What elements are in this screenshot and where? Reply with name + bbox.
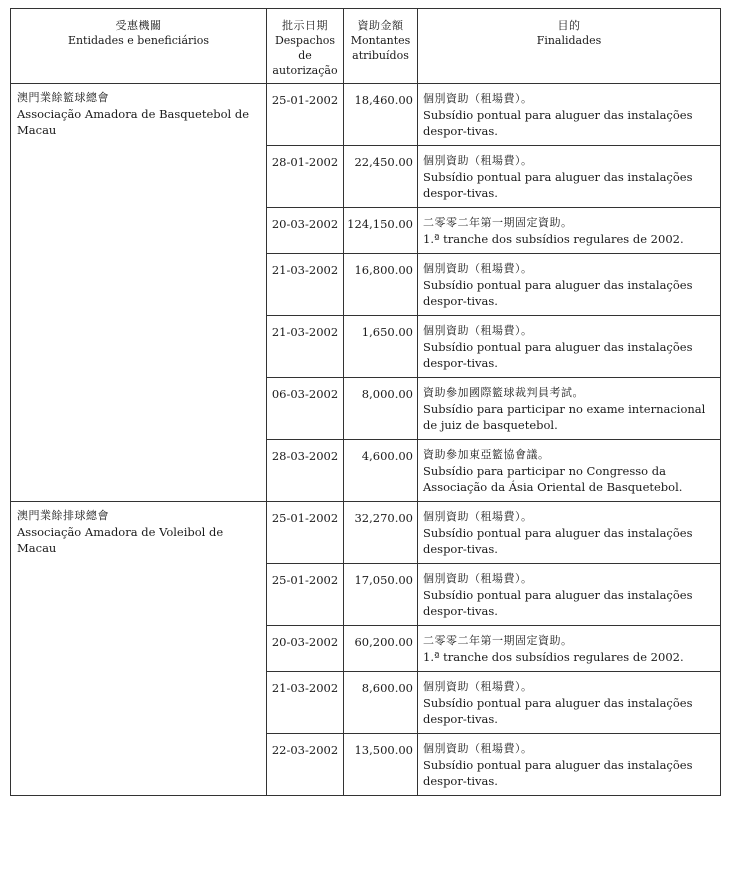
purpose-pt: Subsídio pontual para aluguer das instalações despor-tivas. [423,696,693,726]
purpose-zh: 資助參加東亞籃協會議。 [423,448,550,461]
purpose-pt: Subsídio para participar no exame internacional de juiz de basquetebol. [423,402,706,432]
purpose-cell [418,734,721,796]
purpose-pt: Subsídio pontual para aluguer das instalações despor-tivas. [423,340,693,370]
entity-name-zh: 澳門業餘籃球總會 [17,91,109,104]
entity-cell [11,502,267,796]
dates-header-pt1: Despachos de [274,34,336,62]
amount-value: 17,050.00 [344,564,418,626]
amounts-header-zh: 資助金額 [357,19,404,32]
amount-value: 13,500.00 [344,734,418,796]
purpose-cell [418,316,721,378]
authorization-date: 06-03-2002 [267,378,344,440]
amount-value: 124,150.00 [344,208,418,254]
purpose-pt: 1.ª tranche dos subsídios regulares de 2002. [423,650,684,664]
authorization-date: 22-03-2002 [267,734,344,796]
purpose-cell [418,254,721,316]
table-row [11,84,721,146]
purpose-pt: Subsídio pontual para aluguer das instalações despor-tivas. [423,108,693,138]
authorization-date: 25-01-2002 [267,564,344,626]
subsidy-document [10,8,720,796]
dates-header [267,9,344,84]
table-body [11,84,721,796]
purpose-header [418,9,721,84]
purpose-header-zh: 目的 [557,19,581,32]
purpose-pt: Subsídio pontual para aluguer das instalações despor-tivas. [423,170,693,200]
amount-value: 1,650.00 [344,316,418,378]
purpose-pt: Subsídio pontual para aluguer das instalações despor-tivas. [423,758,693,788]
purpose-pt: Subsídio pontual para aluguer das instalações despor-tivas. [423,278,693,308]
dates-header-zh: 批示日期 [282,19,328,32]
authorization-date: 25-01-2002 [267,84,344,146]
authorization-date: 21-03-2002 [267,316,344,378]
purpose-zh: 個別資助（租場費）。 [423,680,533,693]
purpose-cell [418,146,721,208]
purpose-pt: Subsídio pontual para aluguer das instalações despor-tivas. [423,526,693,556]
header-row [11,9,721,84]
authorization-date: 20-03-2002 [267,208,344,254]
amounts-header-pt1: Montantes [350,34,411,47]
entities-header-pt: Entidades e beneficiários [67,34,210,47]
amount-value: 22,450.00 [344,146,418,208]
purpose-cell [418,378,721,440]
entity-name-pt: Associação Amadora de Basquetebol de Macau [17,107,250,137]
authorization-date: 25-01-2002 [267,502,344,564]
purpose-zh: 個別資助（租場費）。 [423,742,533,755]
authorization-date: 21-03-2002 [267,672,344,734]
purpose-zh: 二零零二年第一期固定資助。 [423,634,573,647]
amount-value: 32,270.00 [344,502,418,564]
authorization-date: 21-03-2002 [267,254,344,316]
purpose-cell [418,626,721,672]
purpose-cell [418,208,721,254]
amount-value: 60,200.00 [344,626,418,672]
authorization-date: 28-01-2002 [267,146,344,208]
purpose-zh: 個別資助（租場費）。 [423,510,533,523]
purpose-zh: 個別資助（租場費）。 [423,324,533,337]
authorization-date: 28-03-2002 [267,440,344,502]
entity-name-pt: Associação Amadora de Voleibol de Macau [17,525,224,555]
entities-header [11,9,267,84]
amount-value: 16,800.00 [344,254,418,316]
purpose-zh: 個別資助（租場費）。 [423,262,533,275]
amounts-header [344,9,418,84]
amount-value: 8,000.00 [344,378,418,440]
purpose-zh: 個別資助（租場費）。 [423,92,533,105]
purpose-cell [418,502,721,564]
amount-value: 4,600.00 [344,440,418,502]
purpose-cell [418,84,721,146]
subsidy-table [10,8,721,796]
amounts-header-pt2: atribuídos [352,49,409,62]
purpose-cell [418,440,721,502]
purpose-pt: 1.ª tranche dos subsídios regulares de 2002. [423,232,684,246]
purpose-zh: 資助參加國際籃球裁判員考試。 [423,386,584,399]
purpose-zh: 個別資助（租場費）。 [423,154,533,167]
purpose-cell [418,672,721,734]
entity-name-zh: 澳門業餘排球總會 [17,509,109,522]
purpose-header-pt: Finalidades [536,34,602,47]
purpose-cell [418,564,721,626]
authorization-date: 20-03-2002 [267,626,344,672]
purpose-zh: 二零零二年第一期固定資助。 [423,216,573,229]
dates-header-pt2: autorização [272,64,338,77]
amount-value: 18,460.00 [344,84,418,146]
purpose-pt: Subsídio pontual para aluguer das instalações despor-tivas. [423,588,693,618]
purpose-pt: Subsídio para participar no Congresso da Associação da Ásia Oriental de Basquetebol. [423,464,683,494]
table-row [11,502,721,564]
amount-value: 8,600.00 [344,672,418,734]
purpose-zh: 個別資助（租場費）。 [423,572,533,585]
entities-header-zh: 受惠機關 [115,19,162,32]
entity-cell [11,84,267,502]
